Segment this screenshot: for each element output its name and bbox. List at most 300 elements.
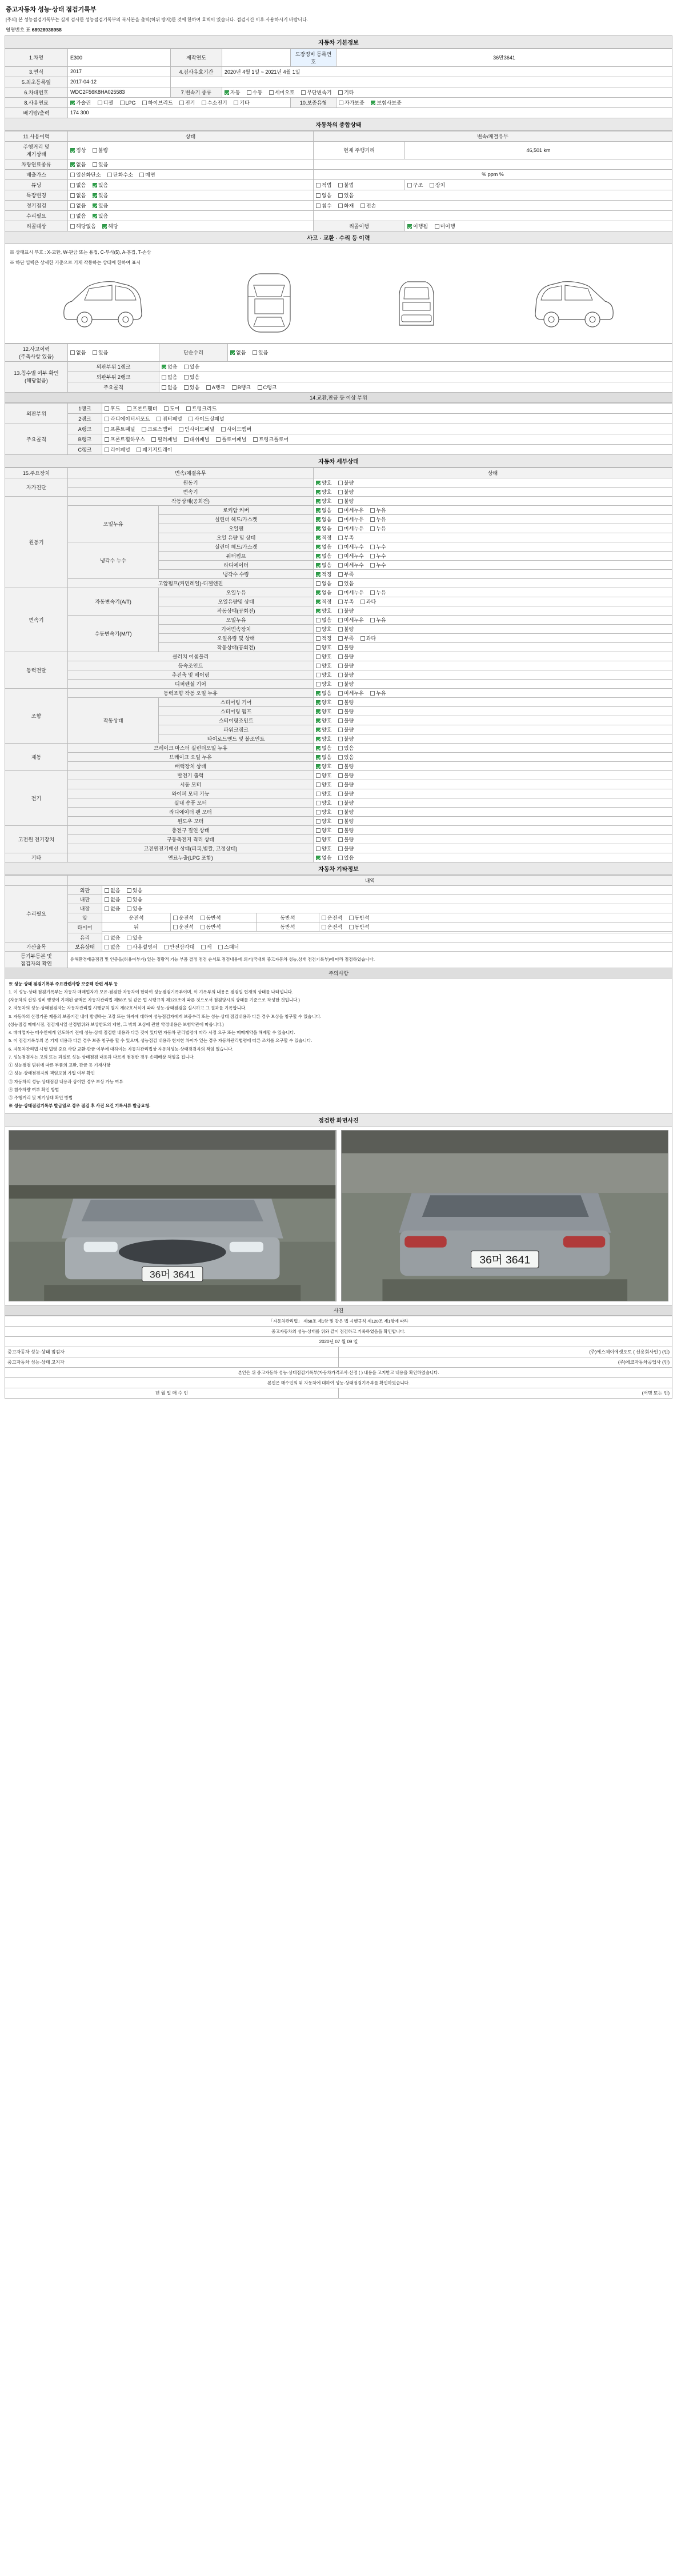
opt-clhead-none[interactable]: 없음 xyxy=(316,543,331,550)
opt-boil-none[interactable]: 없음 xyxy=(316,753,331,761)
opt-side-sill[interactable]: 사이드실패널 xyxy=(189,415,224,422)
checkbox-stjoint-bad[interactable] xyxy=(338,718,343,723)
opt-repair-none[interactable]: 없음 xyxy=(70,212,86,219)
opt-prop-bad[interactable]: 불량 xyxy=(338,671,354,678)
opt-clutch-good[interactable]: 양호 xyxy=(316,653,331,660)
opt-fire[interactable]: 화재 xyxy=(338,202,354,209)
checkbox-outer2-yes[interactable] xyxy=(184,375,189,380)
checkbox-eidle-good[interactable] xyxy=(316,499,321,504)
checkbox-pan-none[interactable] xyxy=(316,526,321,531)
opt-wiper-good[interactable]: 양호 xyxy=(316,790,331,797)
checkbox-blower-good[interactable] xyxy=(316,801,321,805)
opt-frame-b[interactable]: B랭크 xyxy=(232,384,251,391)
opt-fan-bad[interactable]: 불량 xyxy=(338,808,354,816)
opt-sd-eng-bad[interactable]: 불량 xyxy=(338,479,354,486)
checkbox-fleak-none[interactable] xyxy=(316,856,321,860)
checkbox-booster-good[interactable] xyxy=(316,764,321,769)
checkbox-trans-semiauto[interactable] xyxy=(269,90,274,95)
checkbox-mt-none[interactable] xyxy=(316,618,321,622)
checkbox-boil-none[interactable] xyxy=(316,755,321,760)
opt-stjoint-bad[interactable]: 불량 xyxy=(338,717,354,724)
opt-g-none[interactable]: 없음 xyxy=(105,943,120,950)
checkbox-accident-yes[interactable] xyxy=(93,350,97,355)
opt-cyl-leak[interactable]: 누유 xyxy=(370,516,386,523)
opt-mtgs-bad[interactable]: 불량 xyxy=(338,625,354,633)
checkbox-cv-bad[interactable] xyxy=(338,664,343,668)
checkbox-clhead-leak[interactable] xyxy=(370,545,375,549)
checkbox-pan-leak[interactable] xyxy=(370,526,375,531)
checkbox-warranty-self[interactable] xyxy=(339,101,343,105)
opt-tierod-good[interactable]: 양호 xyxy=(316,735,331,742)
checkbox-mtgs-good[interactable] xyxy=(316,627,321,632)
checkbox-hpp-none[interactable] xyxy=(316,581,321,586)
opt-booster-bad[interactable]: 불량 xyxy=(338,762,354,770)
opt-fuel-lpg[interactable]: LPG xyxy=(120,100,136,106)
checkbox-special-yes[interactable] xyxy=(93,193,97,198)
opt-trr-2[interactable]: 동반석 xyxy=(349,923,370,930)
checkbox-tuning-yes[interactable] xyxy=(93,183,97,187)
checkbox-regular-yes[interactable] xyxy=(93,203,97,208)
checkbox-wp-micro[interactable] xyxy=(338,554,343,558)
checkbox-fuelchk-none[interactable] xyxy=(70,162,75,167)
checkbox-innerp-none[interactable] xyxy=(105,897,109,902)
checkbox-special-n2[interactable] xyxy=(316,193,321,198)
checkbox-emis-smoke[interactable] xyxy=(139,173,144,177)
opt-frame-a[interactable]: A랭크 xyxy=(206,384,225,391)
opt-atlvl-over[interactable]: 과다 xyxy=(360,598,376,605)
opt-outer1-none[interactable]: 없음 xyxy=(162,363,177,370)
checkbox-accident-none[interactable] xyxy=(70,350,75,355)
opt-pan-none[interactable]: 없음 xyxy=(316,525,331,532)
opt-package-tray[interactable]: 패키지트레이 xyxy=(137,446,172,453)
checkbox-rad-micro[interactable] xyxy=(338,563,343,568)
opt-trl-1[interactable]: 운전석 xyxy=(173,923,194,930)
checkbox-outerp-none[interactable] xyxy=(105,888,109,893)
checkbox-repair-yes[interactable] xyxy=(93,214,97,218)
checkbox-regular-none[interactable] xyxy=(70,203,75,208)
opt-trans-semiauto[interactable]: 세미오토 xyxy=(269,89,295,96)
opt-simplerepair-none[interactable]: 없음 xyxy=(230,349,246,356)
opt-emis-co[interactable]: 일산화탄소 xyxy=(70,171,101,178)
checkbox-stpump-bad[interactable] xyxy=(338,709,343,714)
opt-mtop-bad[interactable]: 불량 xyxy=(338,644,354,651)
opt-tuning-structure[interactable]: 구조 xyxy=(407,181,423,189)
checkbox-fuel-lpg[interactable] xyxy=(120,101,125,105)
checkbox-cross-member[interactable] xyxy=(142,427,146,432)
opt-mtlvl-ok[interactable]: 적정 xyxy=(316,634,331,642)
checkbox-mtlvl-ok[interactable] xyxy=(316,636,321,641)
checkbox-wiper-bad[interactable] xyxy=(338,792,343,796)
opt-mt-leak[interactable]: 누유 xyxy=(370,616,386,624)
opt-mt-none[interactable]: 없음 xyxy=(316,616,331,624)
checkbox-frame-yes[interactable] xyxy=(184,385,189,390)
opt-g-jack[interactable]: 잭 xyxy=(201,943,212,950)
checkbox-frame-a[interactable] xyxy=(206,385,211,390)
checkbox-hood[interactable] xyxy=(105,406,109,411)
opt-cv-good[interactable]: 양호 xyxy=(316,662,331,669)
opt-fan-good[interactable]: 양호 xyxy=(316,808,331,816)
opt-bmaster-none[interactable]: 없음 xyxy=(316,744,331,752)
opt-fuel-diesel[interactable]: 디젤 xyxy=(98,99,113,106)
checkbox-g-manual[interactable] xyxy=(127,945,131,949)
checkbox-chg-good[interactable] xyxy=(316,828,321,833)
opt-wp-leak[interactable]: 누수 xyxy=(370,552,386,560)
checkbox-trl-1[interactable] xyxy=(173,925,178,929)
checkbox-mtop-good[interactable] xyxy=(316,645,321,650)
opt-atop-good[interactable]: 양호 xyxy=(316,607,331,614)
checkbox-trr-1[interactable] xyxy=(322,925,326,929)
opt-trans-etc[interactable]: 기타 xyxy=(338,89,354,96)
checkbox-mtlvl-low[interactable] xyxy=(338,636,343,641)
checkbox-rocker-leak[interactable] xyxy=(370,508,375,513)
opt-cross-member[interactable]: 크로스멤버 xyxy=(142,425,172,433)
opt-trunk-lid[interactable]: 트렁크리드 xyxy=(186,405,217,412)
opt-warranty-self[interactable]: 자가보증 xyxy=(339,99,364,106)
checkbox-front-panel[interactable] xyxy=(105,427,109,432)
opt-meter-bad[interactable]: 불량 xyxy=(93,146,108,154)
checkbox-recall-na[interactable] xyxy=(70,224,75,229)
checkbox-mt-micro[interactable] xyxy=(338,618,343,622)
opt-meter-good[interactable]: 정상 xyxy=(70,146,86,154)
opt-batt-bad[interactable]: 불량 xyxy=(338,836,354,843)
opt-clhead-micro[interactable]: 미세누수 xyxy=(338,543,364,550)
opt-simplerepair-yes[interactable]: 있음 xyxy=(253,349,268,356)
opt-trl-2[interactable]: 동반석 xyxy=(201,923,221,930)
opt-cllvl-low[interactable]: 부족 xyxy=(338,570,354,578)
checkbox-pan-micro[interactable] xyxy=(338,526,343,531)
checkbox-quarter-panel[interactable] xyxy=(157,417,161,421)
opt-clutch-bad[interactable]: 불량 xyxy=(338,653,354,660)
opt-chg-good[interactable]: 양호 xyxy=(316,826,331,834)
opt-oillvl-low[interactable]: 부족 xyxy=(338,534,354,541)
checkbox-trans-auto[interactable] xyxy=(225,90,229,95)
opt-tfr-2[interactable]: 동반석 xyxy=(349,914,370,921)
opt-outer2-yes[interactable]: 있음 xyxy=(184,373,199,381)
checkbox-stoil-leak[interactable] xyxy=(370,691,375,696)
opt-win-bad[interactable]: 불량 xyxy=(338,817,354,825)
checkbox-tuning-illegal[interactable] xyxy=(338,183,343,187)
opt-interior-yes[interactable]: 있음 xyxy=(127,905,142,912)
checkbox-tierod-bad[interactable] xyxy=(338,737,343,741)
opt-fuel-gasoline[interactable]: 가솔린 xyxy=(70,99,91,106)
checkbox-mtgs-bad[interactable] xyxy=(338,627,343,632)
checkbox-sd-eng-good[interactable] xyxy=(316,481,321,485)
opt-cyl-micro[interactable]: 미세누유 xyxy=(338,516,364,523)
checkbox-batt-good[interactable] xyxy=(316,837,321,842)
checkbox-wp-leak[interactable] xyxy=(370,554,375,558)
checkbox-mt-leak[interactable] xyxy=(370,618,375,622)
opt-hvw-bad[interactable]: 불량 xyxy=(338,845,354,852)
opt-outer1-yes[interactable]: 있음 xyxy=(184,363,199,370)
opt-tuning-device[interactable]: 장치 xyxy=(430,181,445,189)
checkbox-oillvl-ok[interactable] xyxy=(316,536,321,540)
opt-inside-panel[interactable]: 인사이드패널 xyxy=(179,425,214,433)
checkbox-glass-none[interactable] xyxy=(105,936,109,940)
checkbox-clhead-micro[interactable] xyxy=(338,545,343,549)
checkbox-stpump-good[interactable] xyxy=(316,709,321,714)
checkbox-rocker-none[interactable] xyxy=(316,508,321,513)
opt-mtgs-good[interactable]: 양호 xyxy=(316,625,331,633)
opt-at-none[interactable]: 없음 xyxy=(316,589,331,596)
checkbox-wiper-good[interactable] xyxy=(316,792,321,796)
checkbox-alt-bad[interactable] xyxy=(338,773,343,778)
checkbox-cyl-micro[interactable] xyxy=(338,517,343,522)
checkbox-atlvl-low[interactable] xyxy=(338,600,343,604)
opt-atlvl-low[interactable]: 부족 xyxy=(338,598,354,605)
checkbox-atlvl-over[interactable] xyxy=(360,600,365,604)
opt-rocker-leak[interactable]: 누유 xyxy=(370,506,386,514)
checkbox-warranty-insurance[interactable] xyxy=(371,101,375,105)
checkbox-pillar-panel[interactable] xyxy=(151,437,156,442)
opt-trunk-floor[interactable]: 트렁크플로어 xyxy=(253,436,289,443)
checkbox-inside-panel[interactable] xyxy=(179,427,183,432)
opt-wp-none[interactable]: 없음 xyxy=(316,552,331,560)
checkbox-special-none[interactable] xyxy=(70,193,75,198)
opt-dash-panel[interactable]: 대쉬패널 xyxy=(184,436,210,443)
checkbox-clutch-good[interactable] xyxy=(316,654,321,659)
opt-g-spanner[interactable]: 스패너 xyxy=(218,943,239,950)
checkbox-sd-tr-good[interactable] xyxy=(316,490,321,494)
checkbox-flood[interactable] xyxy=(316,203,321,208)
opt-tuning-legal[interactable]: 적법 xyxy=(316,181,331,189)
opt-eidle-bad[interactable]: 불량 xyxy=(338,497,354,505)
checkbox-diff-good[interactable] xyxy=(316,682,321,686)
opt-batt-good[interactable]: 양호 xyxy=(316,836,331,843)
opt-wiper-bad[interactable]: 불량 xyxy=(338,790,354,797)
opt-stgear-good[interactable]: 양호 xyxy=(316,698,331,706)
opt-wp-micro[interactable]: 미세누수 xyxy=(338,552,364,560)
checkbox-repair-none[interactable] xyxy=(70,214,75,218)
opt-fuelchk-yes[interactable]: 있음 xyxy=(93,161,108,168)
checkbox-meter-good[interactable] xyxy=(70,148,75,153)
checkbox-hvw-bad[interactable] xyxy=(338,846,343,851)
checkbox-wp-none[interactable] xyxy=(316,554,321,558)
checkbox-cllvl-ok[interactable] xyxy=(316,572,321,577)
checkbox-side-sill[interactable] xyxy=(189,417,193,421)
opt-tuning-none[interactable]: 없음 xyxy=(70,181,86,189)
checkbox-booster-bad[interactable] xyxy=(338,764,343,769)
checkbox-outer2-none[interactable] xyxy=(162,375,166,380)
opt-front-panel[interactable]: 프론트패널 xyxy=(105,425,135,433)
checkbox-g-jack[interactable] xyxy=(201,945,206,949)
opt-hood[interactable]: 후드 xyxy=(105,405,120,412)
checkbox-floor-panel[interactable] xyxy=(216,437,221,442)
opt-interior-none[interactable]: 없음 xyxy=(105,905,120,912)
opt-sd-tr-good[interactable]: 양호 xyxy=(316,488,331,496)
checkbox-dash-panel[interactable] xyxy=(184,437,189,442)
opt-quarter-panel[interactable]: 쿼터패널 xyxy=(157,415,182,422)
opt-floor-panel[interactable]: 플로어패널 xyxy=(216,436,246,443)
checkbox-emis-hc[interactable] xyxy=(107,173,112,177)
opt-innerp-yes[interactable]: 있음 xyxy=(127,896,142,903)
opt-tfl-1[interactable]: 운전석 xyxy=(173,914,194,921)
opt-recall-done[interactable]: 이행됨 xyxy=(407,222,428,230)
opt-recall-na[interactable]: 해당없음 xyxy=(70,222,96,230)
checkbox-tfr-1[interactable] xyxy=(322,916,326,920)
opt-win-good[interactable]: 양호 xyxy=(316,817,331,825)
opt-frame-yes[interactable]: 있음 xyxy=(184,384,199,391)
checkbox-sd-eng-bad[interactable] xyxy=(338,481,343,485)
opt-diff-good[interactable]: 양호 xyxy=(316,680,331,688)
checkbox-tfl-2[interactable] xyxy=(201,916,205,920)
opt-pillar-panel[interactable]: 필러패널 xyxy=(151,436,177,443)
checkbox-at-micro[interactable] xyxy=(338,590,343,595)
checkbox-frame-b[interactable] xyxy=(232,385,237,390)
opt-front-fender[interactable]: 프론트휀더 xyxy=(127,405,157,412)
checkbox-diff-bad[interactable] xyxy=(338,682,343,686)
opt-sd-eng-good[interactable]: 양호 xyxy=(316,479,331,486)
checkbox-at-none[interactable] xyxy=(316,590,321,595)
checkbox-frame-c[interactable] xyxy=(258,385,262,390)
opt-at-leak[interactable]: 누유 xyxy=(370,589,386,596)
opt-fuel-electric[interactable]: 전기 xyxy=(179,99,195,106)
opt-blower-good[interactable]: 양호 xyxy=(316,799,331,806)
opt-rocker-none[interactable]: 없음 xyxy=(316,506,331,514)
checkbox-trans-manual[interactable] xyxy=(247,90,251,95)
opt-tuning-illegal[interactable]: 불법 xyxy=(338,181,354,189)
checkbox-atop-good[interactable] xyxy=(316,609,321,613)
opt-tuning-yes[interactable]: 있음 xyxy=(93,181,108,189)
opt-door[interactable]: 도어 xyxy=(164,405,179,412)
opt-pan-leak[interactable]: 누유 xyxy=(370,525,386,532)
opt-mtlvl-low[interactable]: 부족 xyxy=(338,634,354,642)
checkbox-meter-bad[interactable] xyxy=(93,148,97,153)
checkbox-fire[interactable] xyxy=(338,203,343,208)
checkbox-door[interactable] xyxy=(164,406,169,411)
checkbox-bmaster-yes[interactable] xyxy=(338,746,343,750)
opt-regular-yes[interactable]: 있음 xyxy=(93,202,108,209)
opt-rad-none[interactable]: 없음 xyxy=(316,561,331,569)
opt-stoil-micro[interactable]: 미세누유 xyxy=(338,689,364,697)
checkbox-g-none[interactable] xyxy=(105,945,109,949)
checkbox-bmaster-none[interactable] xyxy=(316,746,321,750)
checkbox-fuel-hybrid[interactable] xyxy=(142,101,147,105)
checkbox-atop-bad[interactable] xyxy=(338,609,343,613)
checkbox-trunk-lid[interactable] xyxy=(186,406,191,411)
checkbox-boil-yes[interactable] xyxy=(338,755,343,760)
opt-outerp-none[interactable]: 없음 xyxy=(105,886,120,894)
opt-pcrank-bad[interactable]: 불량 xyxy=(338,726,354,733)
opt-cllvl-ok[interactable]: 적정 xyxy=(316,570,331,578)
checkbox-recall-yes[interactable] xyxy=(102,224,107,229)
checkbox-stjoint-good[interactable] xyxy=(316,718,321,723)
checkbox-recall-notdone[interactable] xyxy=(435,224,439,229)
checkbox-hvw-good[interactable] xyxy=(316,846,321,851)
opt-emis-smoke[interactable]: 매연 xyxy=(139,171,155,178)
opt-special-y2[interactable]: 있음 xyxy=(338,191,354,199)
checkbox-tfr-2[interactable] xyxy=(349,916,354,920)
checkbox-trans-etc[interactable] xyxy=(338,90,343,95)
checkbox-g-triangle[interactable] xyxy=(164,945,169,949)
checkbox-fuel-gasoline[interactable] xyxy=(70,101,75,105)
opt-eidle-good[interactable]: 양호 xyxy=(316,497,331,505)
opt-emis-hc[interactable]: 탄화수소 xyxy=(107,171,133,178)
opt-trr-1[interactable]: 운전석 xyxy=(322,923,342,930)
checkbox-front-fender[interactable] xyxy=(127,406,131,411)
checkbox-outer1-none[interactable] xyxy=(162,365,166,369)
opt-trans-auto[interactable]: 자동 xyxy=(225,89,240,96)
checkbox-special-y2[interactable] xyxy=(338,193,343,198)
checkbox-trans-cvt[interactable] xyxy=(301,90,306,95)
checkbox-outerp-yes[interactable] xyxy=(127,888,131,893)
checkbox-cyl-none[interactable] xyxy=(316,517,321,522)
checkbox-prop-good[interactable] xyxy=(316,673,321,677)
opt-repair-yes[interactable]: 있음 xyxy=(93,212,108,219)
opt-trans-manual[interactable]: 수동 xyxy=(247,89,262,96)
checkbox-rear-panel[interactable] xyxy=(105,448,109,452)
checkbox-rad-leak[interactable] xyxy=(370,563,375,568)
checkbox-front-wheelhouse[interactable] xyxy=(105,437,109,442)
checkbox-atlvl-ok[interactable] xyxy=(316,600,321,604)
opt-recall-notdone[interactable]: 미이행 xyxy=(435,222,455,230)
checkbox-package-tray[interactable] xyxy=(137,448,141,452)
opt-atop-bad[interactable]: 불량 xyxy=(338,607,354,614)
checkbox-eidle-bad[interactable] xyxy=(338,499,343,504)
opt-regular-none[interactable]: 없음 xyxy=(70,202,86,209)
opt-totalloss[interactable]: 전손 xyxy=(360,202,376,209)
opt-mtlvl-over[interactable]: 과다 xyxy=(360,634,376,642)
opt-stpump-bad[interactable]: 불량 xyxy=(338,708,354,715)
checkbox-simplerepair-yes[interactable] xyxy=(253,350,257,355)
opt-accident-none[interactable]: 없음 xyxy=(70,349,86,356)
checkbox-cyl-leak[interactable] xyxy=(370,517,375,522)
opt-outerp-yes[interactable]: 있음 xyxy=(127,886,142,894)
checkbox-fleak-yes[interactable] xyxy=(338,856,343,860)
opt-cv-bad[interactable]: 불량 xyxy=(338,662,354,669)
checkbox-fuel-etc[interactable] xyxy=(234,101,238,105)
checkbox-innerp-yes[interactable] xyxy=(127,897,131,902)
checkbox-start-good[interactable] xyxy=(316,782,321,787)
opt-at-micro[interactable]: 미세누유 xyxy=(338,589,364,596)
opt-front-wheelhouse[interactable]: 프론트휠하우스 xyxy=(105,436,145,443)
opt-sd-tr-bad[interactable]: 불량 xyxy=(338,488,354,496)
opt-outer2-none[interactable]: 없음 xyxy=(162,373,177,381)
checkbox-alt-good[interactable] xyxy=(316,773,321,778)
checkbox-tierod-good[interactable] xyxy=(316,737,321,741)
opt-start-good[interactable]: 양호 xyxy=(316,781,331,788)
checkbox-sd-tr-bad[interactable] xyxy=(338,490,343,494)
opt-warranty-insurance[interactable]: 보험사보증 xyxy=(371,99,401,106)
opt-fuel-etc[interactable]: 기타 xyxy=(234,99,249,106)
opt-hpp-yes[interactable]: 있음 xyxy=(338,580,354,587)
checkbox-emis-co[interactable] xyxy=(70,173,75,177)
checkbox-fuel-diesel[interactable] xyxy=(98,101,102,105)
opt-special-none[interactable]: 없음 xyxy=(70,191,86,199)
opt-frame-none[interactable]: 없음 xyxy=(162,384,177,391)
checkbox-clhead-none[interactable] xyxy=(316,545,321,549)
opt-stgear-bad[interactable]: 불량 xyxy=(338,698,354,706)
checkbox-win-good[interactable] xyxy=(316,819,321,824)
opt-oillvl-ok[interactable]: 적정 xyxy=(316,534,331,541)
opt-glass-yes[interactable]: 있음 xyxy=(127,934,142,941)
checkbox-rocker-micro[interactable] xyxy=(338,508,343,513)
checkbox-at-leak[interactable] xyxy=(370,590,375,595)
opt-pcrank-good[interactable]: 양호 xyxy=(316,726,331,733)
opt-mtop-good[interactable]: 양호 xyxy=(316,644,331,651)
opt-accident-yes[interactable]: 있음 xyxy=(93,349,108,356)
checkbox-cllvl-low[interactable] xyxy=(338,572,343,577)
checkbox-stoil-micro[interactable] xyxy=(338,691,343,696)
opt-hpp-none[interactable]: 없음 xyxy=(316,580,331,587)
opt-fuel-hydrogen[interactable]: 수소전기 xyxy=(202,99,227,106)
checkbox-tuning-device[interactable] xyxy=(430,183,434,187)
checkbox-mtlvl-over[interactable] xyxy=(360,636,365,641)
opt-special-n2[interactable]: 없음 xyxy=(316,191,331,199)
checkbox-glass-yes[interactable] xyxy=(127,936,131,940)
checkbox-g-spanner[interactable] xyxy=(218,945,223,949)
checkbox-clutch-bad[interactable] xyxy=(338,654,343,659)
opt-stoil-leak[interactable]: 누유 xyxy=(370,689,386,697)
